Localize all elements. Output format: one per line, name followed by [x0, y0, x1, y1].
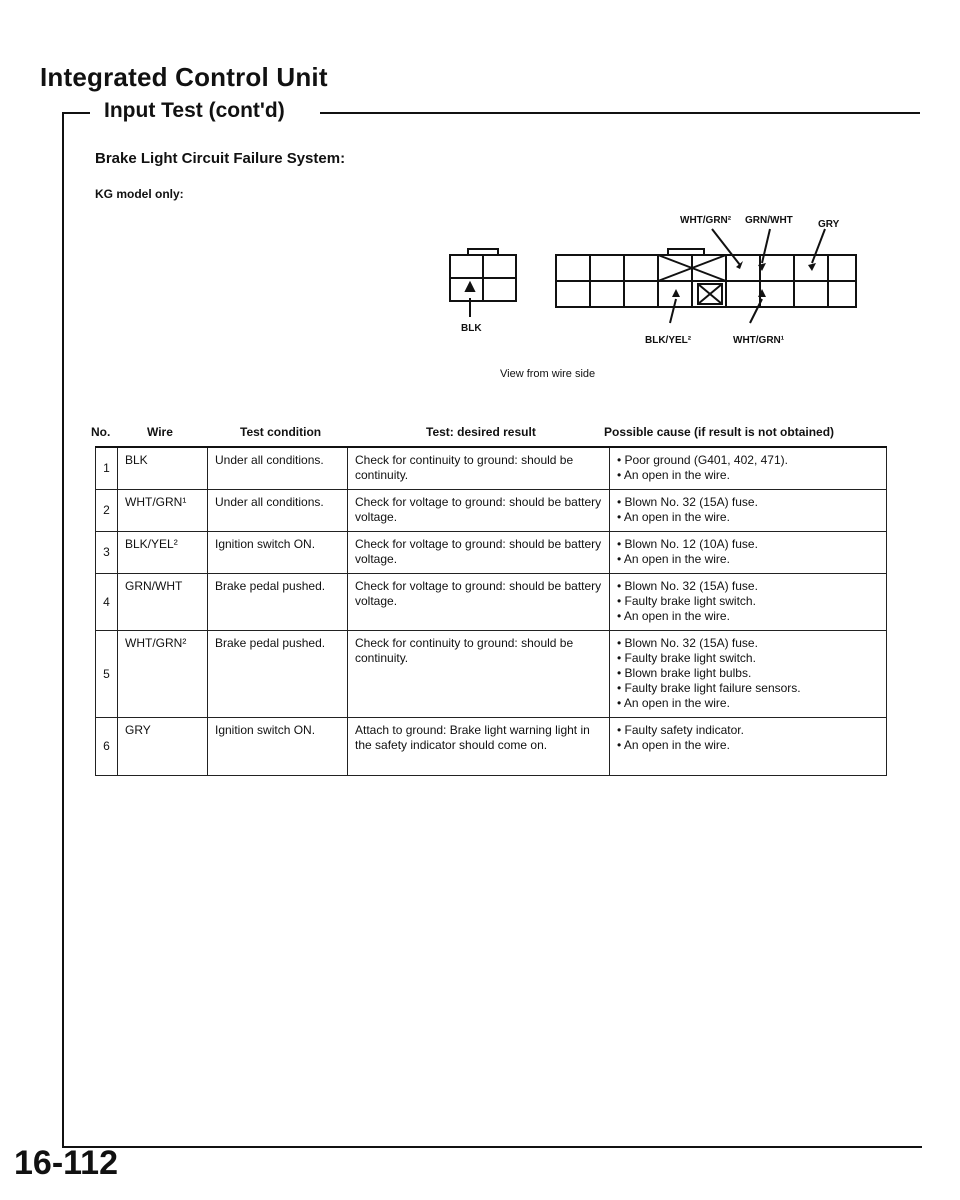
- frame-top-rule: [62, 112, 90, 114]
- table-row: [96, 574, 887, 631]
- row-number: 1: [96, 447, 118, 490]
- row-condition: Under all conditions.: [208, 447, 348, 490]
- label-wht-grn1-bottom: WHT/GRN¹: [733, 335, 785, 345]
- page-number: 16-112: [14, 1144, 118, 1182]
- cause-item: • Poor ground (G401, 402, 471).: [617, 453, 788, 467]
- row-wire: GRY: [118, 718, 208, 776]
- test-table: [95, 446, 887, 776]
- table-row: [96, 718, 887, 776]
- table-row: [96, 447, 887, 490]
- table-row: [96, 490, 887, 532]
- row-condition: Ignition switch ON.: [208, 532, 348, 574]
- cause-item: • Faulty safety indicator.: [617, 723, 744, 737]
- col-header-condition: Test condition: [240, 425, 322, 439]
- row-causes: [610, 718, 887, 776]
- row-wire: BLK: [118, 447, 208, 490]
- cause-item: • An open in the wire.: [617, 552, 730, 566]
- label-wht-grn2-top: WHT/GRN²: [680, 215, 732, 226]
- cause-item: • An open in the wire.: [617, 468, 730, 482]
- row-number: 5: [96, 631, 118, 718]
- row-causes: [610, 631, 887, 718]
- system-heading: Brake Light Circuit Failure System:: [95, 150, 346, 167]
- row-condition: Brake pedal pushed.: [208, 631, 348, 718]
- col-header-result: Test: desired result: [426, 425, 536, 439]
- row-wire: GRN/WHT: [118, 574, 208, 631]
- row-number: 2: [96, 490, 118, 532]
- label-gry-top: GRY: [818, 219, 840, 230]
- row-condition: Ignition switch ON.: [208, 718, 348, 776]
- frame-bottom-rule: [62, 1146, 922, 1148]
- row-condition: Under all conditions.: [208, 490, 348, 532]
- cause-item: • Blown No. 32 (15A) fuse.: [617, 495, 758, 509]
- table-row: [96, 631, 887, 718]
- cause-item: • Faulty brake light failure sensors.: [617, 681, 801, 695]
- row-number: 3: [96, 532, 118, 574]
- cause-item: • An open in the wire.: [617, 738, 730, 752]
- cause-item: • An open in the wire.: [617, 696, 730, 710]
- cause-item: • Blown No. 32 (15A) fuse.: [617, 579, 758, 593]
- cause-item: • An open in the wire.: [617, 510, 730, 524]
- cause-item: • An open in the wire.: [617, 609, 730, 623]
- cause-item: • Faulty brake light switch.: [617, 651, 756, 665]
- row-result: Check for voltage to ground: should be battery voltage.: [348, 532, 610, 574]
- cause-item: • Blown No. 12 (10A) fuse.: [617, 537, 758, 551]
- row-result: Check for voltage to ground: should be battery voltage.: [348, 490, 610, 532]
- row-number: 4: [96, 574, 118, 631]
- diagram-caption: View from wire side: [500, 368, 596, 380]
- row-number: 6: [96, 718, 118, 776]
- row-result: Check for continuity to ground: should be continuity.: [348, 447, 610, 490]
- model-note: KG model only:: [95, 187, 184, 201]
- row-condition: Brake pedal pushed.: [208, 574, 348, 631]
- cause-item: • Blown No. 32 (15A) fuse.: [617, 636, 758, 650]
- subtitle-rule: [320, 112, 920, 114]
- connector-diagram: [440, 205, 880, 345]
- cause-item: • Faulty brake light switch.: [617, 594, 756, 608]
- row-wire: WHT/GRN¹: [118, 490, 208, 532]
- row-result: Check for voltage to ground: should be battery voltage.: [348, 574, 610, 631]
- table-row: [96, 532, 887, 574]
- row-causes: [610, 447, 887, 490]
- row-result: Check for continuity to ground: should be continuity.: [348, 631, 610, 718]
- section-subtitle: Input Test (cont'd): [104, 99, 285, 122]
- frame-left-rule: [62, 112, 64, 1148]
- row-causes: [610, 574, 887, 631]
- label-blk-bottom: BLK: [461, 323, 482, 334]
- row-result: Attach to ground: Brake light warning light in the safety indicator should come on.: [348, 718, 610, 776]
- row-causes: [610, 532, 887, 574]
- page-title: Integrated Control Unit: [40, 62, 328, 92]
- row-causes: [610, 490, 887, 532]
- row-wire: BLK/YEL²: [118, 532, 208, 574]
- col-header-wire: Wire: [147, 425, 173, 439]
- label-blk-yel2-bottom: BLK/YEL²: [645, 335, 692, 345]
- label-grn-wht-top: GRN/WHT: [745, 215, 793, 226]
- col-header-no: No.: [91, 425, 111, 439]
- row-wire: WHT/GRN²: [118, 631, 208, 718]
- cause-item: • Blown brake light bulbs.: [617, 666, 752, 680]
- col-header-cause: Possible cause (if result is not obtained): [604, 425, 835, 439]
- large-connector: [556, 249, 856, 307]
- small-connector: [450, 249, 516, 317]
